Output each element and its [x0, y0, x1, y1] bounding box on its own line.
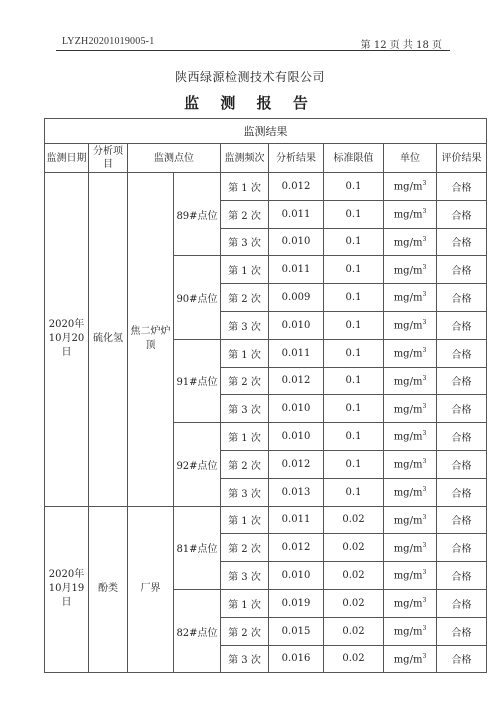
analysis-item-cell: 酚类 — [89, 506, 128, 673]
monitor-area-cell: 焦二炉炉顶 — [128, 173, 174, 507]
frequency-cell: 第 3 次 — [221, 645, 269, 673]
frequency-cell: 第 2 次 — [221, 534, 269, 562]
unit-text: mg/m — [393, 459, 423, 471]
table-row — [45, 506, 487, 534]
result-cell: 0.012 — [269, 367, 324, 395]
evaluation-cell: 合格 — [437, 173, 487, 201]
unit-cell — [384, 228, 437, 256]
result-cell: 0.010 — [269, 395, 324, 423]
frequency-cell: 第 3 次 — [221, 228, 269, 256]
unit-cell — [384, 534, 437, 562]
limit-cell: 0.1 — [324, 478, 384, 506]
unit-text: mg/m — [393, 431, 423, 443]
unit-text: mg/m — [393, 542, 423, 554]
frequency-cell: 第 1 次 — [221, 506, 269, 534]
monitor-point-cell: 91#点位 — [174, 339, 221, 422]
unit-exponent: 3 — [422, 180, 427, 188]
limit-cell: 0.1 — [324, 311, 384, 339]
unit-exponent: 3 — [422, 458, 427, 466]
result-cell: 0.011 — [269, 256, 324, 284]
unit-exponent: 3 — [422, 597, 427, 605]
limit-cell: 0.02 — [324, 534, 384, 562]
limit-cell: 0.02 — [324, 562, 384, 590]
evaluation-cell: 合格 — [437, 367, 487, 395]
limit-cell: 0.1 — [324, 339, 384, 367]
evaluation-cell: 合格 — [437, 478, 487, 506]
unit-exponent: 3 — [422, 624, 427, 632]
report-title: 监 测 报 告 — [184, 94, 316, 112]
unit-cell — [384, 506, 437, 534]
limit-cell: 0.1 — [324, 423, 384, 451]
company-name: 陕西绿源检测技术有限公司 — [174, 70, 325, 84]
results-table — [44, 118, 487, 673]
frequency-cell: 第 2 次 — [221, 367, 269, 395]
unit-text: mg/m — [393, 237, 423, 249]
evaluation-cell: 合格 — [437, 284, 487, 312]
limit-cell: 0.02 — [324, 645, 384, 673]
unit-text: mg/m — [393, 181, 423, 193]
col-header-evaluation: 评价结果 — [437, 144, 487, 173]
col-header-unit: 单位 — [384, 144, 437, 173]
result-cell: 0.015 — [269, 617, 324, 645]
monitor-date-cell: 2020年10月20日 — [45, 173, 89, 507]
col-header-result: 分析结果 — [269, 144, 324, 173]
unit-cell — [384, 256, 437, 284]
unit-exponent: 3 — [422, 541, 427, 549]
unit-cell — [384, 423, 437, 451]
frequency-cell: 第 2 次 — [221, 200, 269, 228]
result-cell: 0.019 — [269, 589, 324, 617]
evaluation-cell: 合格 — [437, 256, 487, 284]
results-body — [45, 173, 487, 673]
unit-cell — [384, 562, 437, 590]
unit-text: mg/m — [393, 209, 423, 221]
unit-exponent: 3 — [422, 235, 427, 243]
evaluation-cell: 合格 — [437, 617, 487, 645]
col-header-item: 分析项目 — [89, 144, 128, 173]
analysis-item-cell: 硫化氢 — [89, 173, 128, 507]
frequency-cell: 第 2 次 — [221, 617, 269, 645]
table-row — [45, 173, 487, 201]
unit-text: mg/m — [393, 320, 423, 332]
result-cell: 0.016 — [269, 645, 324, 673]
unit-cell — [384, 645, 437, 673]
unit-cell — [384, 589, 437, 617]
unit-exponent: 3 — [422, 374, 427, 382]
unit-cell — [384, 395, 437, 423]
evaluation-cell: 合格 — [437, 200, 487, 228]
monitor-date-cell: 2020年10月19日 — [45, 506, 89, 673]
frequency-cell: 第 3 次 — [221, 311, 269, 339]
frequency-cell: 第 3 次 — [221, 562, 269, 590]
frequency-cell: 第 1 次 — [221, 256, 269, 284]
col-header-date: 监测日期 — [45, 144, 89, 173]
monitor-point-cell: 92#点位 — [174, 423, 221, 506]
evaluation-cell: 合格 — [437, 339, 487, 367]
unit-cell — [384, 617, 437, 645]
col-header-limit: 标准限值 — [324, 144, 384, 173]
frequency-cell: 第 2 次 — [221, 284, 269, 312]
limit-cell: 0.1 — [324, 200, 384, 228]
unit-exponent: 3 — [422, 652, 427, 660]
result-cell: 0.012 — [269, 173, 324, 201]
unit-cell — [384, 478, 437, 506]
unit-exponent: 3 — [422, 319, 427, 327]
monitor-area-cell: 厂界 — [128, 506, 174, 673]
limit-cell: 0.02 — [324, 589, 384, 617]
limit-cell: 0.1 — [324, 256, 384, 284]
result-cell: 0.009 — [269, 284, 324, 312]
monitor-point-cell: 90#点位 — [174, 256, 221, 339]
limit-cell: 0.1 — [324, 367, 384, 395]
col-header-location: 监测点位 — [128, 144, 221, 173]
result-cell: 0.010 — [269, 311, 324, 339]
unit-text: mg/m — [393, 264, 423, 276]
unit-exponent: 3 — [422, 430, 427, 438]
frequency-cell: 第 1 次 — [221, 423, 269, 451]
unit-exponent: 3 — [422, 291, 427, 299]
evaluation-cell: 合格 — [437, 506, 487, 534]
unit-exponent: 3 — [422, 263, 427, 271]
col-header-frequency: 监测频次 — [221, 144, 269, 173]
unit-text: mg/m — [393, 376, 423, 388]
frequency-cell: 第 3 次 — [221, 478, 269, 506]
unit-exponent: 3 — [422, 513, 427, 521]
unit-cell — [384, 367, 437, 395]
frequency-cell: 第 1 次 — [221, 589, 269, 617]
evaluation-cell: 合格 — [437, 562, 487, 590]
unit-exponent: 3 — [422, 486, 427, 493]
result-cell: 0.011 — [269, 200, 324, 228]
evaluation-cell: 合格 — [437, 311, 487, 339]
monitor-point-cell: 89#点位 — [174, 173, 221, 256]
evaluation-cell: 合格 — [437, 228, 487, 256]
limit-cell: 0.02 — [324, 617, 384, 645]
report-id: LYZH20201019005-1 — [62, 36, 155, 47]
limit-cell: 0.1 — [324, 395, 384, 423]
unit-text: mg/m — [393, 654, 423, 666]
unit-cell — [384, 311, 437, 339]
unit-exponent: 3 — [422, 402, 427, 410]
monitor-point-cell: 81#点位 — [174, 506, 221, 589]
evaluation-cell: 合格 — [437, 395, 487, 423]
unit-text: mg/m — [393, 348, 423, 360]
monitor-point-cell: 82#点位 — [174, 589, 221, 672]
unit-text: mg/m — [393, 570, 423, 582]
evaluation-cell: 合格 — [437, 645, 487, 673]
limit-cell: 0.1 — [324, 228, 384, 256]
unit-text: mg/m — [393, 626, 423, 638]
evaluation-cell: 合格 — [437, 450, 487, 478]
limit-cell: 0.02 — [324, 506, 384, 534]
evaluation-cell: 合格 — [437, 423, 487, 451]
result-cell: 0.012 — [269, 450, 324, 478]
page-info: 第 12 页 共 18 页 — [360, 40, 442, 51]
table-banner: 监测结果 — [45, 119, 487, 144]
unit-exponent: 3 — [422, 569, 427, 577]
frequency-cell: 第 1 次 — [221, 339, 269, 367]
evaluation-cell: 合格 — [437, 534, 487, 562]
limit-cell: 0.1 — [324, 173, 384, 201]
unit-cell — [384, 200, 437, 228]
header-divider — [56, 50, 450, 51]
frequency-cell: 第 2 次 — [221, 450, 269, 478]
unit-cell — [384, 284, 437, 312]
result-cell: 0.010 — [269, 423, 324, 451]
unit-text: mg/m — [393, 487, 423, 499]
limit-cell: 0.1 — [324, 450, 384, 478]
unit-text: mg/m — [393, 515, 423, 527]
unit-cell — [384, 173, 437, 201]
unit-exponent: 3 — [422, 208, 427, 216]
result-cell: 0.012 — [269, 534, 324, 562]
result-cell: 0.013 — [269, 478, 324, 506]
unit-text: mg/m — [393, 403, 423, 415]
frequency-cell: 第 1 次 — [221, 173, 269, 201]
unit-cell — [384, 339, 437, 367]
frequency-cell: 第 3 次 — [221, 395, 269, 423]
result-cell: 0.010 — [269, 228, 324, 256]
evaluation-cell: 合格 — [437, 589, 487, 617]
unit-exponent: 3 — [422, 347, 427, 355]
unit-text: mg/m — [393, 292, 423, 304]
result-cell: 0.010 — [269, 562, 324, 590]
unit-cell — [384, 450, 437, 478]
result-cell: 0.011 — [269, 506, 324, 534]
limit-cell: 0.1 — [324, 284, 384, 312]
result-cell: 0.011 — [269, 339, 324, 367]
unit-text: mg/m — [393, 598, 423, 610]
